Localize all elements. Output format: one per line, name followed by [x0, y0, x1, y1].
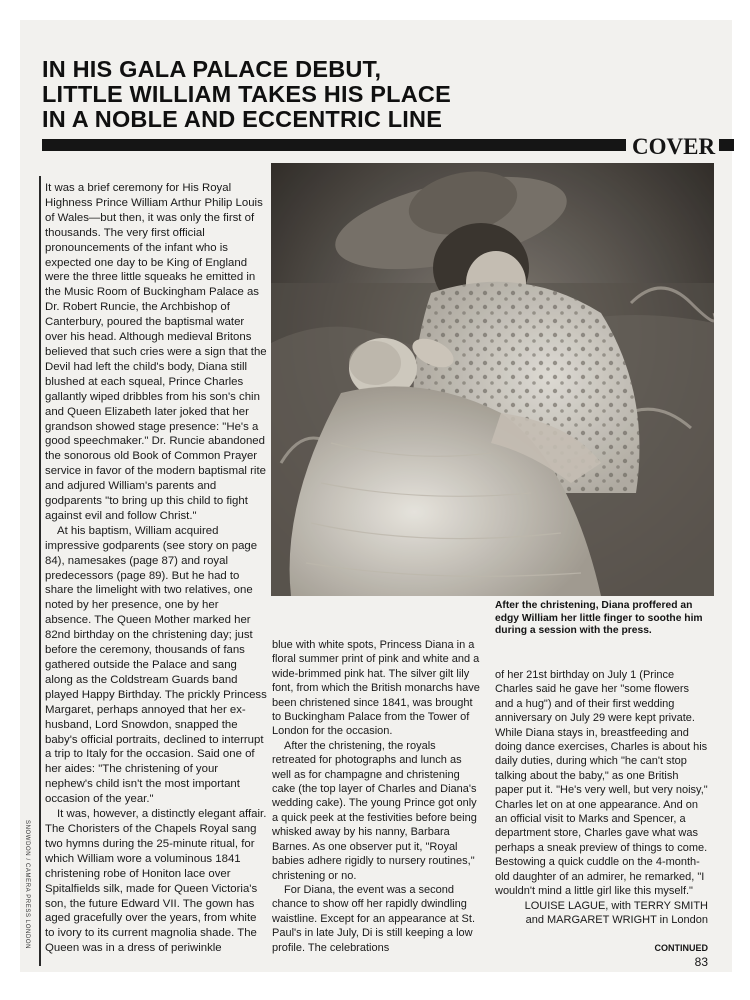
paragraph: For Diana, the event was a second chance to show off her rapidly dwindling waistline. Except for an appearance at St. Paul's in late July, Di is still keeping a low profile. The celebrations: [272, 883, 476, 954]
headline: [42, 57, 562, 132]
article-column-2: [272, 638, 482, 955]
christening-photo: [271, 163, 714, 596]
byline-line-2: and MARGARET WRIGHT in London: [525, 913, 708, 926]
page-number: 83: [694, 955, 708, 969]
article-column-1: [45, 181, 267, 956]
byline-line-1: LOUISE LAGUE, with TERRY SMITH: [524, 899, 708, 912]
headline-line-2: LITTLE WILLIAM TAKES HIS PLACE: [42, 81, 451, 107]
continued-label: CONTINUED: [654, 943, 708, 953]
photo-caption: After the christening, Diana proffered an edgy William her little finger to soothe him during a session with the press.: [495, 600, 703, 637]
article-column-3: [495, 668, 708, 927]
photo-image: [271, 163, 714, 596]
paragraph: After the christening, the royals retreated for photographs and lunch as well as for champagne and christening cake (the top layer of Charles and Diana's wedding cake). The young Prince got only a quick peek at the festivities before being whisked away by his nanny, Barbara Barnes. As one observer put it, "Royal babies adhere rigidly to nursery routines," christening or no.: [272, 739, 477, 882]
headline-line-3: IN A NOBLE AND ECCENTRIC LINE: [42, 106, 443, 132]
headline-line-1: IN HIS GALA PALACE DEBUT,: [42, 56, 382, 82]
paragraph: At his baptism, William acquired impressive godparents (see story on page 84), namesakes (page 87) and royal predecessors (page 89). But he had to share the limelight with two relatives, one noted by her presence, one by her absence. The Queen Mother marked her 82nd birthday on the christening day; just before the ceremony, thousands of fans gathered outside the Palace and sang along as the Coldstream Guards band played Happy Birthday. The prickly Princess Margaret, perhaps annoyed that her ex-husband, Lord Snowdon, snapped the baby's official portraits, declined to interrupt a trip to Italy for the occasion. Said one of her aides: "The christening of your nephew's child isn't the most important occasion of the year.": [45, 524, 267, 806]
paragraph: It was a brief ceremony for His Royal Highness Prince William Arthur Philip Louis of Wales—but then, it was only the first of thousands. The very first official pronouncements of the infant who is expected one day to be King of England were the three little squeaks he emitted in the Music Room of Buckingham Palace as Dr. Robert Runcie, the Archbishop of Canterbury, poured the baptismal water over his head. Although medieval Britons believed that such cries were a sign that the Devil had left the child's body, Diana still blushed at each squeal, Prince Charles gallantly wiped dribbles from his son's chin and Queen Elizabeth later joked that her grandson showed stage presence: "He's a good speechmaker." Dr. Runcie abandoned the sonorous old Book of Common Prayer service in favor of the modern baptismal rite and adjured William's parents and godparents "to bring up this child to fight against evil and follow Christ.": [45, 182, 267, 522]
column-rule: [39, 176, 41, 966]
paragraph: of her 21st birthday on July 1 (Prince Charles said he gave her "some flowers and a hug") and of their first wedding anniversary on July 29 were kept private. While Diana stays in, breastfeeding and doing dance exercises, Charles is about his daily duties, during which "he can't stop talking about the baby," as one British paper put it. "He's very well, but very noisy," Charles let on at one appearance. And on an official visit to Marks and Spencer, a department store, Charles gave what was perhaps a sneak preview of things to come. Bestowing a quick cuddle on the 4-month-old daughter of an admirer, he remarked, "I wouldn't mind a little girl like this myself.": [495, 669, 708, 898]
paragraph: It was, however, a distinctly elegant affair. The Choristers of the Chapels Royal sang two hymns during the 25-minute ritual, for which William wore a voluminous 1841 christening robe of Honiton lace over Spitalfields silk, made for Queen Victoria's son, the future Edward VII. The gown has aged gracefully over the years, from white to ivory to its current magnolia shade. The Queen was in a dress of periwinkle: [45, 808, 267, 955]
photo-credit: SNOWDON / CAMERA PRESS LONDON: [24, 820, 30, 950]
paragraph: blue with white spots, Princess Diana in a floral summer print of pink and white and a wide-brimmed pink hat. The silver gilt lily font, from which the British monarchs have been christened since 1841, was brought to Buckingham Palace from the Tower of London for the occasion.: [272, 639, 480, 738]
section-label: COVER: [626, 135, 719, 159]
